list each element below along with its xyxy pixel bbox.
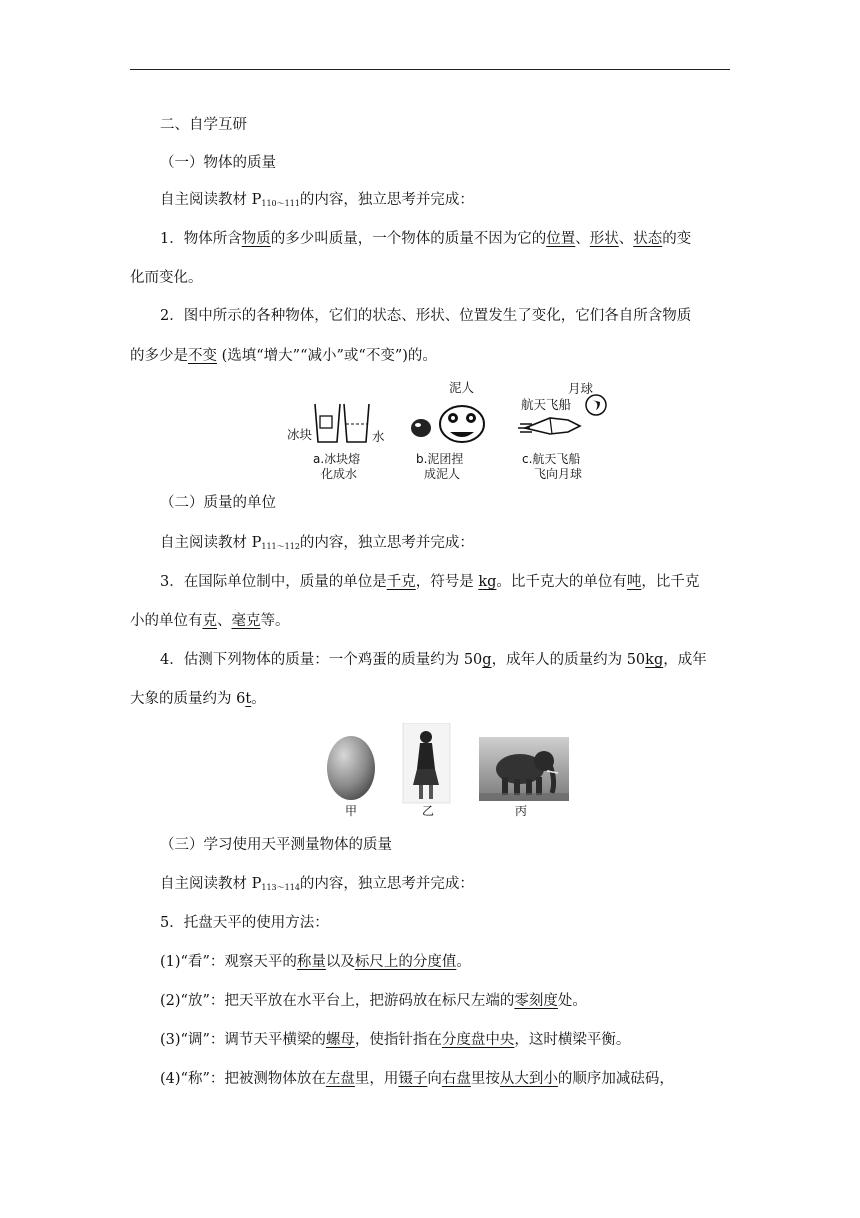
label-clay: 泥人	[449, 380, 475, 395]
reading-instruction-2: 自主阅读教材 $P_{111\sim 112}$的内容，独立思考并完成：	[160, 535, 474, 551]
label-ice: 冰块	[287, 427, 313, 442]
question-3-line-1: 3．在国际单位制中，质量的单位是千克，符号是 kg。比千克大的单位有吨，比千克	[160, 574, 700, 590]
header-rule	[130, 69, 730, 70]
question-3-line-2: 小的单位有克、毫克等。	[130, 613, 290, 629]
question-5: 5．托盘天平的使用方法：	[160, 915, 329, 931]
caption-b: b.泥团捏 成泥人	[416, 452, 464, 481]
reading-instruction-1: 自主阅读教材 $P_{110\sim 111}$的内容，独立思考并完成：	[160, 192, 474, 208]
label-spaceship: 航天飞船	[521, 397, 572, 412]
section-title: 二、自学互研	[160, 117, 247, 133]
caption-bing: 丙	[515, 804, 528, 818]
caption-yi: 乙	[422, 804, 435, 818]
step-place: (2)“放”：把天平放在水平台上，把游码放在标尺左端的零刻度处。	[160, 993, 587, 1009]
step-look: (1)“看”：观察天平的称量以及标尺上的分度值。	[160, 954, 471, 970]
caption-jia: 甲	[345, 804, 358, 818]
reading-instruction-3: 自主阅读教材 $P_{113\sim 114}$的内容，独立思考并完成：	[160, 876, 474, 892]
caption-a: a.冰块熔 化成水	[313, 452, 361, 481]
heading-units: （二）质量的单位	[160, 495, 276, 511]
step-weigh: (4)“称”：把被测物体放在左盘里，用镊子向右盘里按从大到小的顺序加减砝码，	[160, 1071, 674, 1087]
heading-mass: （一）物体的质量	[160, 155, 276, 171]
question-1-line-1: 1．物体所含物质的多少叫质量，一个物体的质量不因为它的位置、形状、状态的变	[160, 231, 692, 247]
question-4-line-2: 大象的质量约为 6t。	[130, 691, 266, 707]
heading-balance: （三）学习使用天平测量物体的质量	[160, 837, 392, 853]
question-4-line-1: 4．估测下列物体的质量：一个鸡蛋的质量约为 50g，成年人的质量约为 50kg，成年	[160, 652, 707, 668]
question-2-line-1: 2．图中所示的各种物体，它们的状态、形状、位置发生了变化，它们各自所含物质	[160, 308, 692, 324]
question-1-line-2: 化而变化。	[130, 270, 203, 286]
caption-c: c.航天飞船 飞向月球	[522, 452, 583, 481]
label-moon: 月球	[568, 381, 594, 396]
question-2-line-2: 的多少是不变 (选填“增大”“减小”或“不变”)的。	[130, 348, 437, 364]
label-water: 水	[372, 429, 385, 444]
egg-image	[327, 736, 375, 800]
mass-estimate-figure	[318, 723, 570, 805]
step-adjust: (3)“调”：调节天平横梁的螺母，使指针指在分度盘中央，这时横梁平衡。	[160, 1032, 631, 1048]
